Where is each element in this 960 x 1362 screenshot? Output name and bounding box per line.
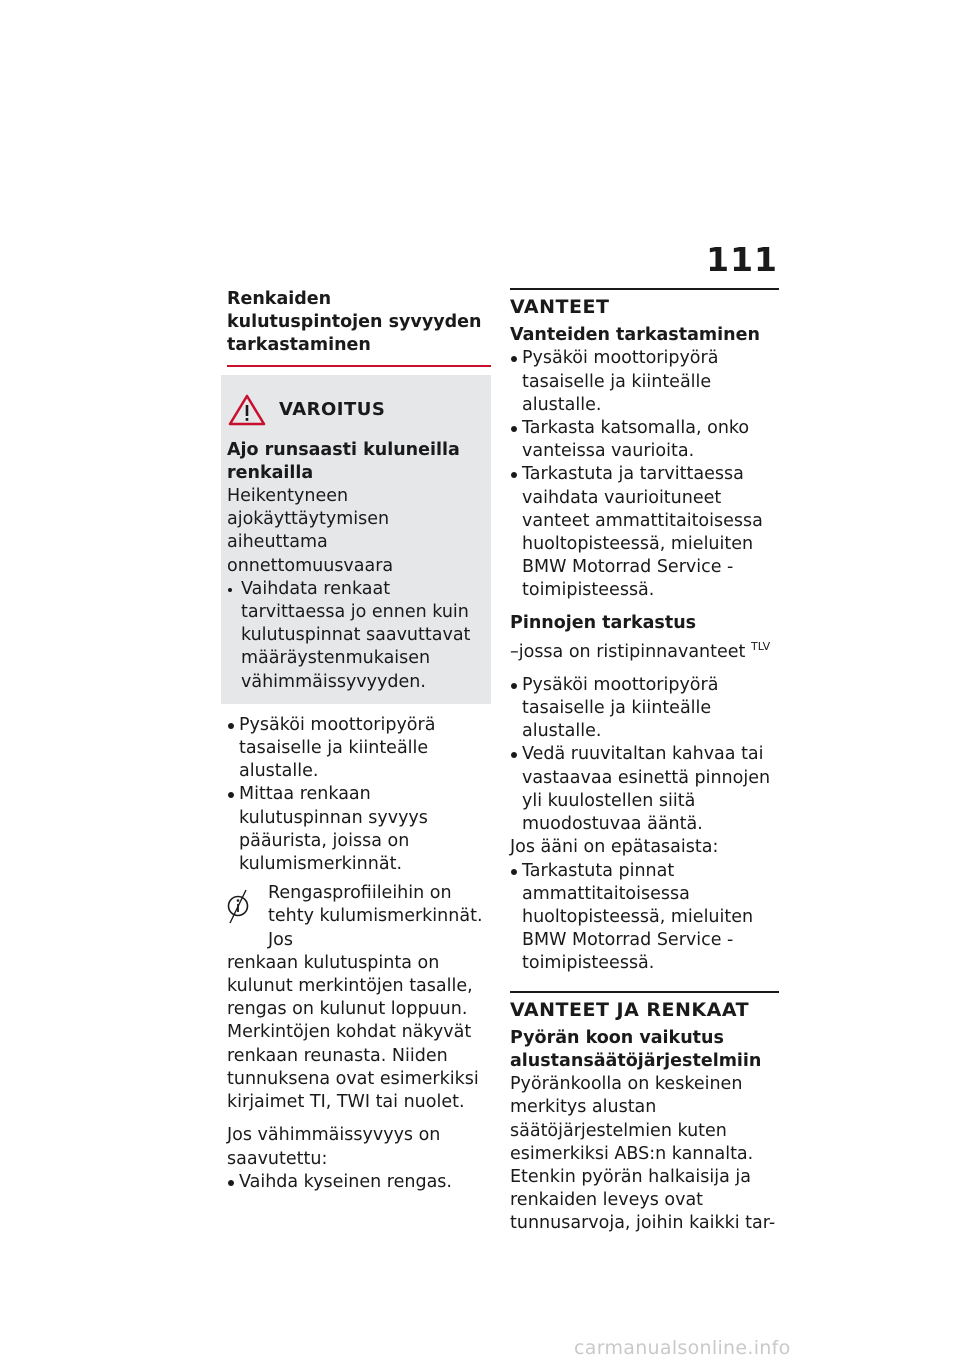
watermark: carmanualsonline.info	[574, 1337, 791, 1359]
right-column	[510, 288, 779, 1236]
warning-triangle-icon	[227, 393, 267, 427]
info-icon	[227, 886, 257, 926]
warning-title: VAROITUS	[279, 399, 386, 420]
left-column	[227, 288, 491, 1194]
warning-text: Heikentyneen ajokäyttäytymisen aiheuttama onnettomuusvaara	[227, 486, 394, 576]
spokes-condition	[510, 635, 779, 664]
warning-subtitle: Ajo runsaasti kuluneilla renkailla	[227, 439, 460, 483]
spokes-condition-2: Jos ääni on epätasaista:	[510, 837, 719, 858]
step-replace: Vaihda kyseinen rengas.	[227, 1171, 491, 1194]
section-rims: VANTEET	[510, 288, 779, 319]
info-rest: renkaan kulutuspinta on kulunut merkintöjen tasalle, rengas on kulunut loppuun. Merkintöjen kohdat näkyvät renkaan reunasta. Niiden tunnuksena ovat esimerkiksi kirjaimet TI, TWI tai nuolet.	[227, 952, 479, 1113]
tlv-superscript: TLV	[750, 639, 771, 653]
spokes-step-3: Tarkastuta pinnat ammattitaitoisessa huoltopisteessä, mieluiten BMW Motorrad Service -toimipisteessä.	[510, 860, 779, 976]
step-measure: Mittaa renkaan kulutuspinnan syvyys pääurista, joissa on kulumismerkinnät.	[227, 783, 491, 876]
step-park: Pysäköi moottoripyörä tasaiselle ja kiinteälle alustalle.	[227, 714, 491, 784]
condition-min-depth: Jos vähimmäissyvyys on saavutettu:	[227, 1125, 441, 1169]
warning-box	[221, 375, 491, 704]
rims-step-2: Tarkasta katsomalla, onko vanteissa vaurioita.	[510, 417, 779, 463]
page-number: 111	[706, 240, 778, 279]
tread-depth-heading: Renkaiden kulutuspintojen syvyyden tarkastaminen	[227, 288, 491, 367]
spokes-step-2: Vedä ruuvitaltan kahvaa tai vastaavaa esinettä pinnojen yli kuulostellen siitä muodostuvaa ääntä.	[510, 743, 779, 836]
info-lead: Rengasprofiileihin on tehty kulumismerkinnät. Jos	[268, 883, 483, 950]
spokes-condition-text: –jossa on ristipinnavanteet	[510, 641, 746, 662]
wheel-size-heading: Pyörän koon vaikutus alustansäätöjärjestelmiin	[510, 1027, 762, 1071]
spokes-step-1: Pysäköi moottoripyörä tasaiselle ja kiinteälle alustalle.	[510, 674, 779, 744]
wheel-size-text: Pyöränkoolla on keskeinen merkitys alustan säätöjärjestelmien kuten esimerkiksi ABS:n kannalta. Etenkin pyörän halkaisija ja renkaiden leveys ovat tunnusarvoja, joihin kaikki tar-	[510, 1074, 776, 1234]
rims-step-3: Tarkastuta ja tarvittaessa vaihdata vaurioituneet vanteet ammattitaitoisessa huoltopisteessä, mieluiten BMW Motorrad Service -toimipisteessä.	[510, 463, 779, 602]
rims-step-1: Pysäköi moottoripyörä tasaiselle ja kiinteälle alustalle.	[510, 347, 779, 417]
section-rims-tyres: VANTEET JA RENKAAT	[510, 991, 779, 1022]
info-note	[227, 882, 491, 1114]
warning-bullet: Vaihdata renkaat tarvittaessa jo ennen kuin kulutuspinnat saavuttavat määräystenmukaisen vähimmäissyvyyden.	[227, 578, 485, 694]
rims-check-heading: Vanteiden tarkastaminen	[510, 325, 760, 346]
spokes-heading: Pinnojen tarkastus	[510, 612, 697, 633]
warning-header	[227, 393, 485, 427]
